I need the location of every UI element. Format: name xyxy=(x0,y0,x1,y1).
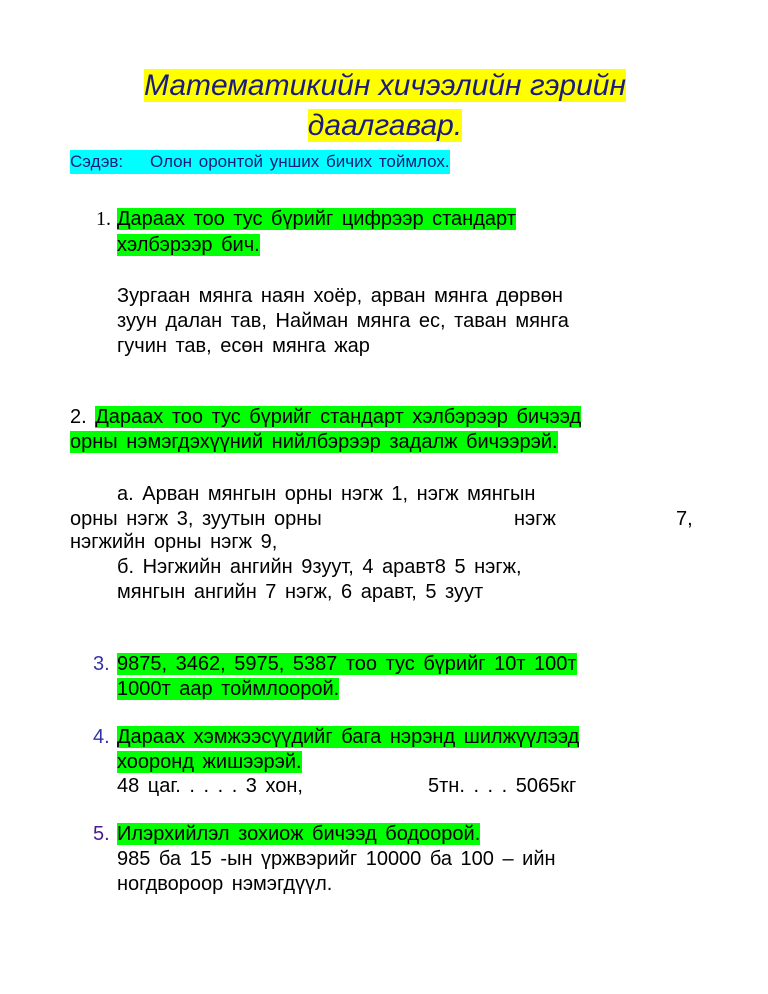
task2-item-a-line2-mid: нэгж xyxy=(514,508,556,530)
task4-instruction-line1: Дараах хэмжээсүүдийг бага нэрэнд шилжүүлээд xyxy=(117,726,580,748)
task1-instruction-line2: хэлбэрээр бич. xyxy=(117,234,260,256)
task1-number: 1. xyxy=(96,208,111,230)
task2-instruction-cont xyxy=(70,430,558,455)
task1-instruction-cont xyxy=(117,233,260,258)
task2-item-a xyxy=(117,482,697,507)
task2-item-a-line3: нэгжийн орны нэгж 9, xyxy=(70,531,278,553)
task1-body xyxy=(117,284,697,334)
task1-body-line1: Зургаан мянга наян хоёр, арван мянга дөрвөн xyxy=(117,285,563,307)
task5-body xyxy=(117,847,697,872)
task2-instruction-line2: орны нэмэгдэхүүний нийлбэрээр задалж бичээрэй. xyxy=(70,431,558,453)
task2-instruction xyxy=(70,405,697,430)
task4-body-right: 5тн. . . . 5065кг xyxy=(428,775,577,797)
topic-label: Сэдэв: xyxy=(70,152,124,171)
topic-line xyxy=(70,150,450,174)
task4-body-left: 48 цаг. . . . . 3 хон, xyxy=(117,775,303,797)
task2-number: 2. xyxy=(70,406,87,428)
task5-body-line1: 985 ба 15 -ын үржвэрийг 10000 ба 100 – ийн xyxy=(117,848,556,870)
task1-body-line2: зуун далан тав, Найман мянга ес, таван мянга xyxy=(117,310,569,332)
task2-item-b xyxy=(117,555,697,580)
task1-body-line3: гучин тав, есөн мянга жар xyxy=(117,335,370,357)
task2-item-a-line2-right: 7, xyxy=(676,508,693,530)
task5-number: 5. xyxy=(93,823,110,845)
title-line-1: Математикийн хичээлийн гэрийн xyxy=(144,69,626,102)
task3-instruction-line2: 1000т аар тоймлоорой. xyxy=(117,678,340,700)
task3-instruction-line1: 9875, 3462, 5975, 5387 тоо тус бүрийг 10т 100т xyxy=(117,653,577,675)
task2-item-a-line1: а. Арван мянгын орны нэгж 1, нэгж мянгын xyxy=(117,483,536,505)
title-line-2: даалгавар. xyxy=(307,109,463,142)
task3-instruction-cont xyxy=(117,677,339,702)
task3-instruction xyxy=(117,652,697,677)
task5-instruction xyxy=(117,822,480,847)
task4-number: 4. xyxy=(93,726,110,748)
page-title xyxy=(130,66,640,146)
task2-instruction-line1: Дараах тоо тус бүрийг стандарт хэлбэрээр бичээд xyxy=(95,406,582,428)
topic-text: Олон оронтой унших бичих тоймлох. xyxy=(150,152,450,171)
task4-instruction xyxy=(117,725,697,750)
task2-item-b-line1: б. Нэгжийн ангийн 9зуут, 4 аравт8 5 нэгж, xyxy=(117,556,522,578)
task1-instruction xyxy=(117,207,697,232)
task5-instruction-line: Илэрхийлэл зохиож бичээд бодоорой. xyxy=(117,823,481,845)
task3-number: 3. xyxy=(93,653,110,675)
task5-body-line2: ногдвороор нэмэгдүүл. xyxy=(117,873,333,895)
task4-instruction-cont xyxy=(117,750,302,775)
task1-body-last xyxy=(117,334,370,359)
task2-item-b-line2: мянгын ангийн 7 нэгж, 6 аравт, 5 зуут xyxy=(117,581,484,603)
task4-instruction-line2: хооронд жишээрэй. xyxy=(117,751,302,773)
task2-item-a-line2-left: орны нэгж 3, зуутын орны xyxy=(70,508,322,530)
task1-instruction-line1: Дараах тоо тус бүрийг цифрээр стандарт xyxy=(117,208,516,230)
